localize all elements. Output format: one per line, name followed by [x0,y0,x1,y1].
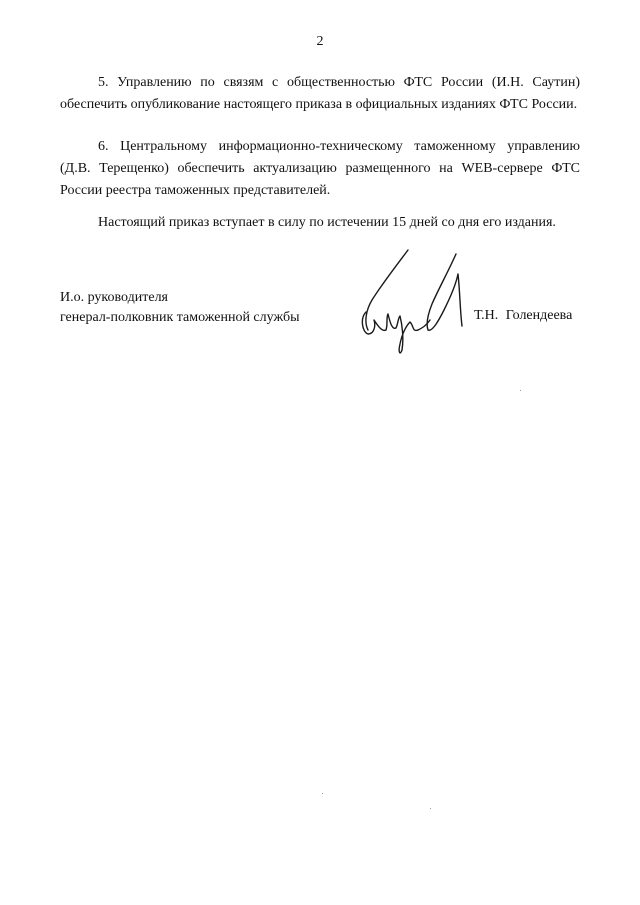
signatory-position [60,288,299,328]
handwritten-signature [352,248,472,360]
signatory-name: Т.Н. Голендеева [474,308,573,323]
paragraph-effective-date [60,212,580,234]
scan-speck [430,808,431,809]
paragraph-5-text: 5. Управлению по связям с общественностью ФТС России (И.Н. Саутин) обеспечить опубликование настоящего приказа в официальных изданиях ФТС России. [60,75,580,112]
paragraph-6-text: 6. Центральному информационно-техническому таможенному управлению (Д.В. Терещенко) обеспечить актуализацию размещенного на WEB-сервере ФТС России реестра таможенных представителей. [60,139,580,198]
paragraph-5 [60,72,580,116]
scan-speck [322,793,323,794]
scan-speck [520,390,521,391]
paragraph-effective-date-text: Настоящий приказ вступает в силу по истечении 15 дней со дня его издания. [98,215,556,230]
signatory-position-line2: генерал-полковник таможенной службы [60,310,300,325]
signatory-position-line1: И.о. руководителя [60,290,169,305]
page-number: 2 [316,34,324,49]
paragraph-6 [60,136,580,202]
